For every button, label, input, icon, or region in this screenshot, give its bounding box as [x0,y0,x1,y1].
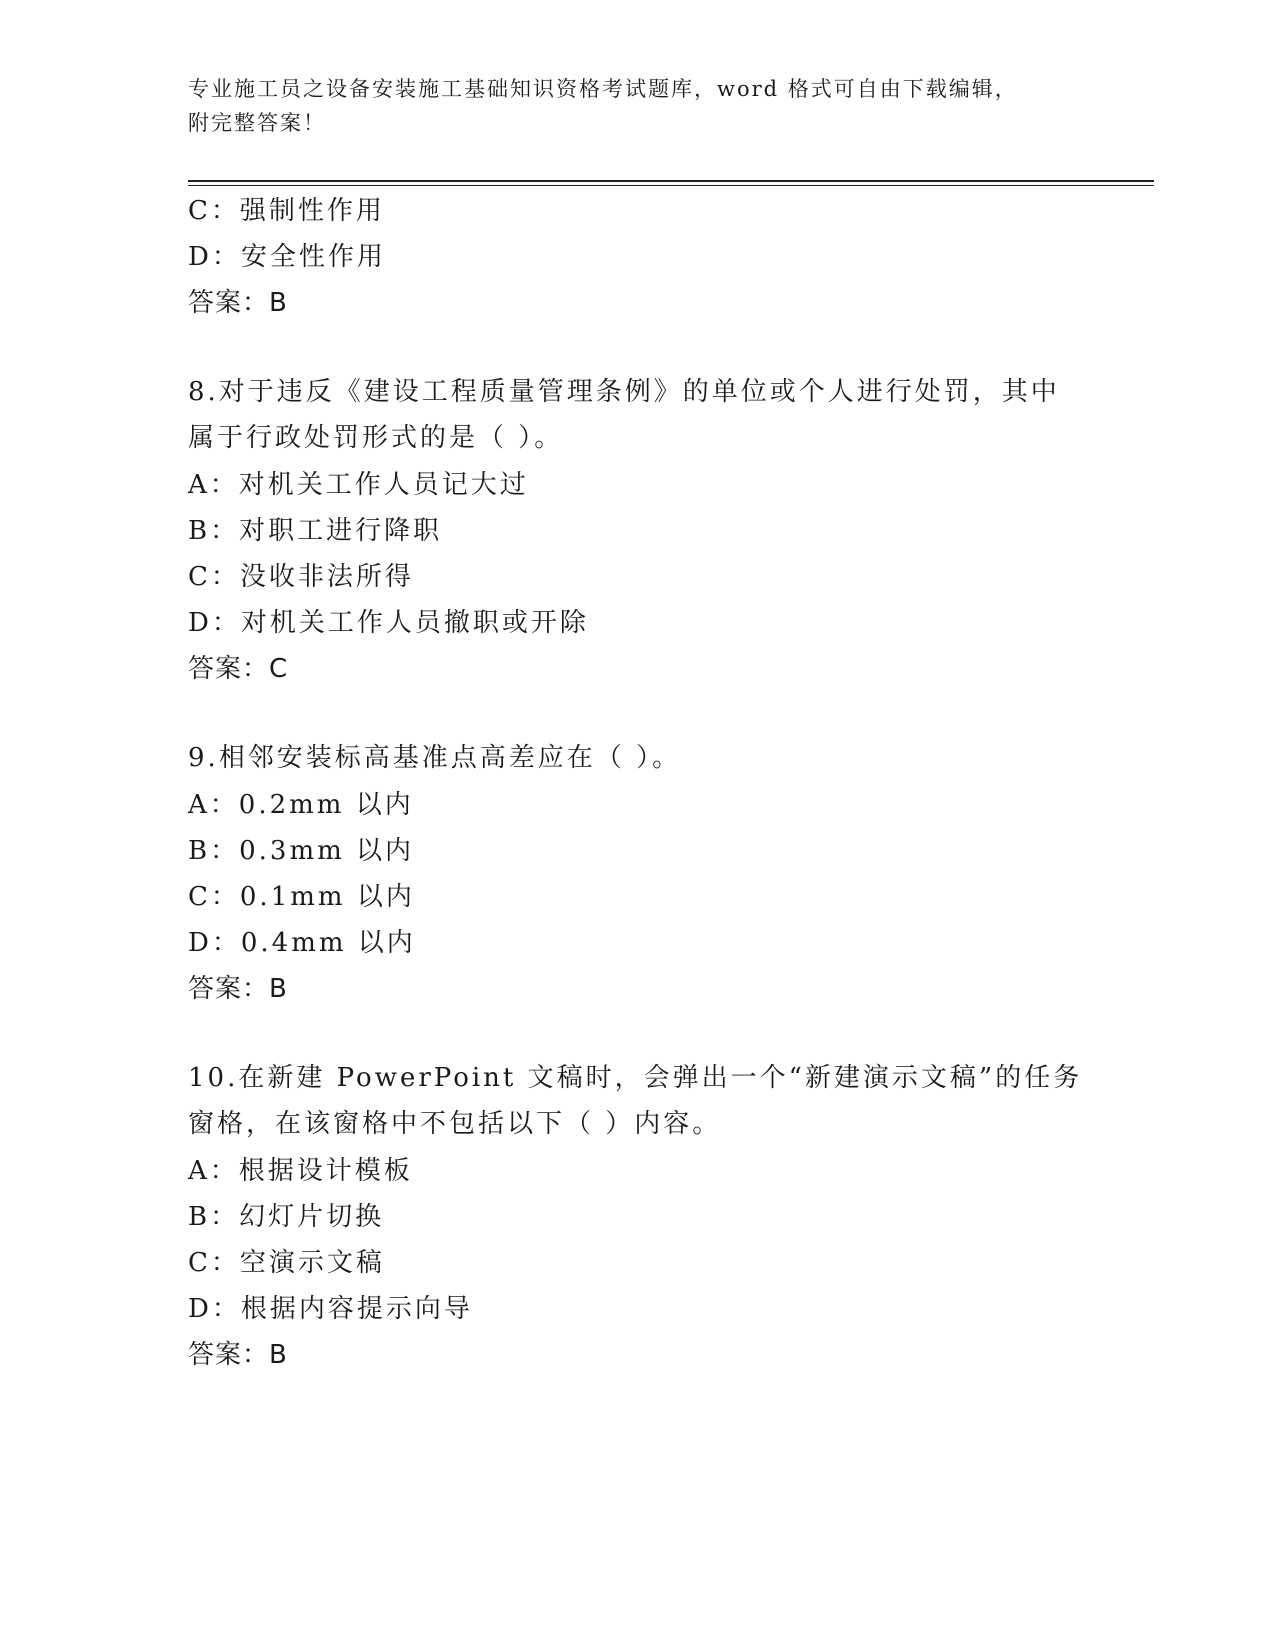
option-d: D：根据内容提示向导 [188,1294,473,1324]
question-10 [188,1056,1128,1378]
answer-line: 答案：B [188,974,288,1004]
answer-line: 答案：C [188,654,289,684]
question-stem: 9.相邻安装标高基准点高差应在（ ）。 [188,743,682,773]
question-stem: 10.在新建 PowerPoint 文稿时，会弹出一个“新建演示文稿”的任务 [188,1063,1083,1093]
header-divider-thin [188,185,1154,186]
question-stem: 属于行政处罚形式的是（ ）。 [188,423,564,453]
option-c: C：没收非法所得 [188,562,414,592]
option-b: B：对职工进行降职 [188,516,443,546]
option-a: A：0.2mm 以内 [188,790,414,820]
question-8 [188,370,1128,692]
spacer [188,1012,1128,1056]
option-d: D：0.4mm 以内 [188,928,416,958]
answer-line: 答案：B [188,1340,288,1370]
option-c: C：强制性作用 [188,196,385,226]
page-header [188,72,1068,140]
option-a: A：根据设计模板 [188,1156,413,1186]
answer-line: 答案：B [188,288,288,318]
header-divider [188,180,1154,182]
question-continued [188,188,1128,326]
question-9 [188,736,1128,1012]
header-line-2: 附完整答案！ [188,111,326,135]
question-stem: 8.对于违反《建设工程质量管理条例》的单位或个人进行处罚，其中 [188,377,1060,407]
spacer [188,692,1128,736]
spacer [188,326,1128,370]
option-b: B：0.3mm 以内 [188,836,415,866]
header-line-1: 专业施工员之设备安装施工基础知识资格考试题库，word 格式可自由下载编辑， [188,77,1018,101]
option-c: C：空演示文稿 [188,1248,385,1278]
option-d: D：对机关工作人员撤职或开除 [188,608,589,638]
option-b: B：幻灯片切换 [188,1202,385,1232]
question-stem: 窗格，在该窗格中不包括以下（ ）内容。 [188,1109,722,1139]
option-d: D：安全性作用 [188,242,386,272]
question-content [188,188,1128,1378]
option-c: C：0.1mm 以内 [188,882,415,912]
option-a: A：对机关工作人员记大过 [188,470,529,500]
